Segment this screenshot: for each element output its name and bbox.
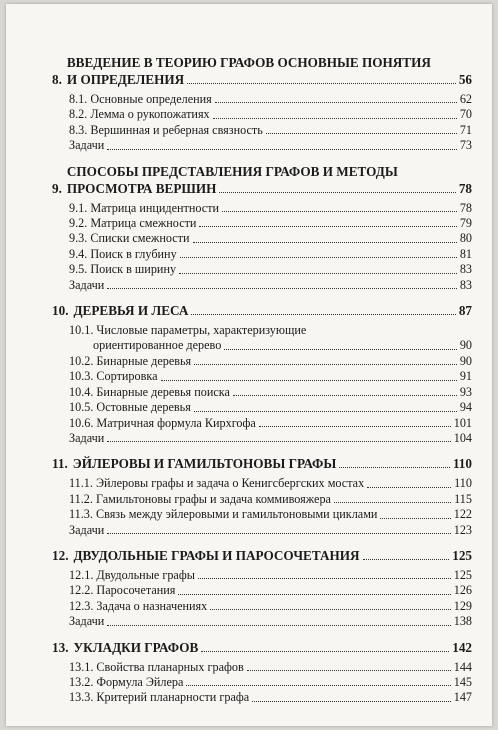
chapter-page-number: 142	[452, 639, 472, 655]
leader-dots	[247, 670, 451, 671]
section-label: Задачи	[69, 138, 105, 153]
leader-dots	[107, 288, 457, 289]
section-page-number: 73	[459, 138, 472, 153]
chapter-page-number: 87	[458, 303, 472, 319]
leader-dots	[210, 609, 450, 610]
section-page-number: 83	[459, 277, 472, 292]
section-entry	[69, 247, 472, 262]
section-page-number: 91	[459, 369, 472, 384]
section-label: 9.2. Матрица смежности	[69, 216, 197, 231]
section-page-number: 115	[454, 491, 472, 506]
leader-dots	[161, 380, 457, 381]
section-list	[52, 323, 472, 446]
leader-dots	[219, 192, 455, 193]
chapter-entry	[52, 163, 472, 293]
section-label: Задачи	[69, 522, 105, 537]
section-label: 11.2. Гамильтоновы графы и задача коммивояжера	[69, 491, 331, 506]
chapter-number: 13.	[52, 639, 69, 655]
section-label: 10.6. Матричная формула Кирхгофа	[69, 415, 256, 430]
section-entry	[69, 385, 472, 400]
section-entry	[69, 431, 472, 446]
leader-dots	[187, 83, 456, 84]
section-page-number: 101	[453, 415, 472, 430]
chapter-entry	[52, 302, 472, 446]
leader-dots	[107, 625, 450, 626]
section-page-number: 123	[453, 522, 472, 537]
section-label: 9.3. Списки смежности	[69, 231, 190, 246]
chapter-title-line: ДЕРЕВЬЯ И ЛЕСА	[73, 303, 189, 319]
chapter-title-line-row	[73, 455, 472, 472]
chapter-title-text	[73, 302, 472, 319]
section-entry	[69, 523, 472, 538]
section-label: 13.3. Критерий планарности графа	[69, 690, 250, 705]
chapter-title-line: ВВЕДЕНИЕ В ТЕОРИЮ ГРАФОВ ОСНОВНЫЕ ПОНЯТИЯ	[66, 55, 431, 70]
leader-dots	[222, 211, 457, 212]
chapter-number: 11.	[52, 456, 68, 472]
chapter-title-line: ПРОСМОТРА ВЕРШИН	[66, 180, 217, 196]
section-list	[52, 660, 472, 706]
chapter-title-line-row	[73, 547, 472, 564]
section-label: 12.2. Паросочетания	[69, 583, 176, 598]
section-page-number: 138	[453, 614, 472, 629]
section-page-number: 80	[459, 231, 472, 246]
chapter-page-number: 56	[458, 72, 472, 87]
leader-dots	[198, 578, 451, 579]
chapter-page-number: 110	[452, 456, 472, 472]
section-entry	[69, 123, 472, 138]
chapter-page-number: 78	[458, 180, 472, 196]
section-label: Задачи	[69, 614, 105, 629]
section-entry	[69, 231, 472, 246]
section-entry	[69, 583, 472, 598]
section-entry	[69, 369, 472, 384]
section-entry	[69, 614, 472, 629]
section-entry	[69, 660, 472, 675]
section-entry	[69, 92, 472, 107]
section-entry	[69, 599, 472, 614]
chapter-title-line: ЭЙЛЕРОВЫ И ГАМИЛЬТОНОВЫ ГРАФЫ	[72, 456, 337, 472]
section-page-number: 62	[459, 92, 472, 106]
leader-dots	[180, 257, 457, 258]
leader-dots	[179, 273, 457, 274]
section-entry	[69, 201, 472, 216]
section-entry	[69, 107, 472, 122]
section-label: 13.2. Формула Эйлера	[69, 674, 184, 689]
leader-dots	[191, 314, 455, 315]
chapter-page-number: 125	[452, 547, 472, 563]
chapter-number: 12.	[52, 547, 69, 563]
section-page-number: 79	[459, 216, 472, 231]
section-page-number: 126	[453, 583, 472, 598]
chapter-title	[52, 163, 472, 197]
section-label: 12.1. Двудольные графы	[69, 567, 195, 582]
chapter-title-line-row	[73, 302, 472, 319]
chapter-title-text	[73, 455, 472, 472]
section-label: 8.1. Основные определения	[69, 92, 212, 106]
section-entry	[69, 476, 472, 491]
section-entry	[69, 416, 472, 431]
leader-dots	[194, 364, 457, 365]
section-entry	[69, 262, 472, 277]
leader-dots	[233, 395, 457, 396]
section-label: Задачи	[69, 277, 105, 292]
chapter-title-text	[67, 163, 472, 197]
chapter-number: 8.	[52, 72, 62, 87]
leader-dots	[107, 149, 457, 150]
table-of-contents	[52, 54, 472, 715]
section-entry	[69, 278, 472, 293]
section-page-number: 83	[459, 262, 472, 277]
section-page-number: 71	[459, 122, 472, 137]
section-page-number: 122	[453, 507, 472, 522]
section-page-number: 147	[453, 690, 472, 705]
section-label: ориентированное дерево	[93, 338, 222, 353]
section-label: 10.3. Сортировка	[69, 369, 158, 384]
leader-dots	[252, 701, 451, 702]
section-entry	[69, 400, 472, 415]
chapter-title	[52, 302, 472, 319]
section-page-number: 144	[453, 659, 472, 674]
section-page-number: 81	[459, 246, 472, 261]
leader-dots	[259, 426, 451, 427]
chapter-title-text	[67, 54, 472, 88]
chapter-title	[52, 547, 472, 564]
section-entry	[69, 690, 472, 705]
section-page-number: 90	[459, 338, 472, 353]
leader-dots	[201, 651, 449, 652]
section-list	[52, 92, 472, 154]
chapter-title	[52, 455, 472, 472]
chapter-entry	[52, 547, 472, 630]
chapter-number: 10.	[52, 303, 69, 319]
chapter-title-line: ДВУДОЛЬНЫЕ ГРАФЫ И ПАРОСОЧЕТАНИЯ	[73, 547, 360, 563]
section-page-number: 129	[453, 598, 472, 613]
section-label: 11.1. Эйлеровы графы и задача о Кенигсбергских мостах	[69, 476, 365, 491]
chapter-title	[52, 639, 472, 656]
leader-dots	[178, 594, 450, 595]
section-list	[52, 568, 472, 630]
section-page-number: 94	[459, 400, 472, 415]
leader-dots	[367, 487, 451, 488]
leader-dots	[193, 242, 457, 243]
section-entry	[69, 675, 472, 690]
chapter-title-line-row	[73, 639, 472, 656]
section-label: 9.1. Матрица инцидентности	[69, 200, 220, 215]
section-label: 8.3. Вершинная и реберная связность	[69, 122, 263, 137]
chapter-title	[52, 54, 472, 88]
leader-dots	[107, 441, 450, 442]
section-label: Задачи	[69, 430, 105, 445]
leader-dots	[194, 411, 457, 412]
section-page-number: 93	[459, 384, 472, 399]
section-page-number: 70	[459, 107, 472, 122]
section-label: 13.1. Свойства планарных графов	[69, 659, 244, 674]
section-list	[52, 476, 472, 538]
leader-dots	[339, 467, 450, 468]
section-page-number: 125	[453, 567, 472, 582]
section-label: 12.3. Задача о назначениях	[69, 598, 208, 613]
section-label: 10.5. Остовные деревья	[69, 400, 191, 415]
section-label: 9.5. Поиск в ширину	[69, 262, 177, 277]
leader-dots	[363, 559, 450, 560]
leader-dots	[380, 518, 450, 519]
section-label: 10.4. Бинарные деревья поиска	[69, 384, 230, 399]
leader-dots	[186, 685, 450, 686]
section-entry	[69, 568, 472, 583]
leader-dots	[107, 533, 450, 534]
chapter-entry	[52, 455, 472, 538]
leader-dots	[199, 226, 456, 227]
chapter-title-line-row	[67, 180, 472, 197]
section-label: 10.1. Числовые параметры, характеризующие	[69, 323, 307, 338]
section-label-row	[69, 338, 472, 353]
section-label: 9.4. Поиск в глубину	[69, 246, 177, 261]
section-entry	[69, 216, 472, 231]
leader-dots	[334, 502, 451, 503]
chapter-title-text	[73, 639, 472, 656]
section-entry	[69, 354, 472, 369]
section-entry	[69, 492, 472, 507]
section-label: 10.2. Бинарные деревья	[69, 353, 192, 368]
chapter-title-line: УКЛАДКИ ГРАФОВ	[73, 639, 199, 655]
chapter-number: 9.	[52, 180, 62, 196]
section-entry	[69, 507, 472, 522]
section-page-number: 110	[454, 476, 472, 491]
leader-dots	[224, 349, 457, 350]
section-page-number: 104	[453, 430, 472, 445]
leader-dots	[215, 102, 457, 103]
section-page-number: 145	[453, 674, 472, 689]
chapter-title-line-row	[67, 71, 472, 88]
chapter-title-line: СПОСОБЫ ПРЕДСТАВЛЕНИЯ ГРАФОВ И МЕТОДЫ	[66, 163, 398, 179]
section-label: 8.2. Лемма о рукопожатиях	[69, 107, 210, 122]
chapter-title-text	[73, 547, 472, 564]
chapter-entry	[52, 54, 472, 154]
chapter-entry	[52, 639, 472, 706]
section-page-number: 78	[459, 200, 472, 215]
leader-dots	[213, 118, 457, 119]
section-entry	[69, 323, 472, 354]
chapter-title-line: И ОПРЕДЕЛЕНИЯ	[66, 72, 185, 87]
book-page	[6, 4, 492, 726]
section-label: 11.3. Связь между эйлеровыми и гамильтоновыми циклами	[69, 507, 378, 522]
section-list	[52, 201, 472, 293]
leader-dots	[266, 133, 457, 134]
section-page-number: 90	[459, 353, 472, 368]
section-entry	[69, 138, 472, 153]
